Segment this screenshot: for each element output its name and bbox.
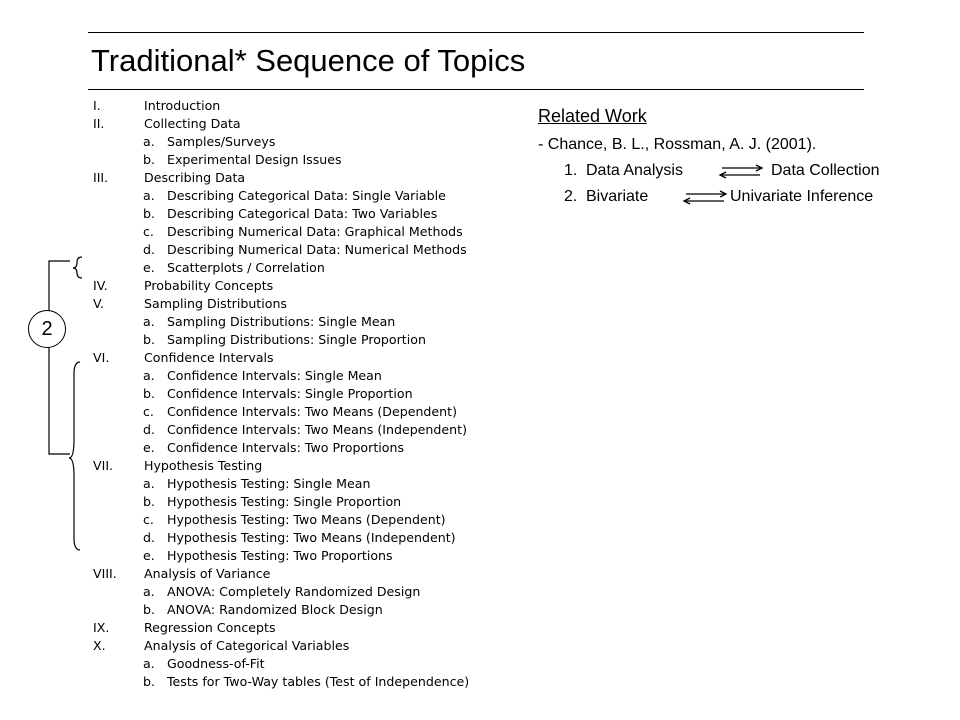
outline-text: Analysis of Categorical Variables — [144, 638, 350, 653]
outline-text: Describing Data — [144, 170, 246, 185]
outline-number: b. — [143, 602, 155, 617]
group-number-badge: 2 — [28, 310, 66, 348]
small-curly-brace — [73, 257, 82, 278]
outline-number: e. — [143, 548, 155, 563]
outline-number: III. — [93, 170, 109, 185]
outline-number: a. — [143, 656, 155, 671]
related-item-2-right: Univariate Inference — [730, 188, 874, 205]
outline-text: Analysis of Variance — [144, 566, 271, 581]
outline-text: ANOVA: Completely Randomized Design — [167, 584, 421, 599]
outline-number: a. — [143, 368, 155, 383]
outline-text: Hypothesis Testing: Two Means (Dependent) — [167, 512, 446, 527]
outline-number: X. — [93, 638, 106, 653]
outline-number: II. — [93, 116, 105, 131]
outline-number: c. — [143, 404, 154, 419]
outline-number: VIII. — [93, 566, 117, 581]
outline-text: Sampling Distributions: Single Mean — [167, 314, 396, 329]
outline-number: c. — [143, 224, 154, 239]
outline-text: Goodness-of-Fit — [167, 656, 265, 671]
outline-number: VI. — [93, 350, 110, 365]
outline-number: d. — [143, 242, 155, 257]
related-item-1-left: Data Analysis — [586, 162, 683, 179]
outline-text: Hypothesis Testing: Two Means (Independent) — [167, 530, 456, 545]
outline-text: Scatterplots / Correlation — [167, 260, 325, 275]
outline-number: b. — [143, 386, 155, 401]
related-item-1 — [538, 158, 880, 184]
outline-text: Describing Numerical Data: Numerical Methods — [167, 242, 467, 257]
outline-number: a. — [143, 476, 155, 491]
double-arrow-icon — [682, 190, 728, 206]
slide-title: Traditional* Sequence of Topics — [91, 43, 526, 78]
title-underline-rule — [88, 89, 864, 90]
outline-text: Describing Categorical Data: Single Variable — [167, 188, 446, 203]
related-item-1-right: Data Collection — [771, 162, 880, 179]
outline-text: Regression Concepts — [144, 620, 276, 635]
outline-text: Hypothesis Testing — [144, 458, 263, 473]
outline-text: Tests for Two-Way tables (Test of Independence) — [167, 674, 470, 689]
outline-number: a. — [143, 188, 155, 203]
outline-number: IV. — [93, 278, 108, 293]
outline-text: ANOVA: Randomized Block Design — [167, 602, 383, 617]
square-bracket-line — [49, 261, 70, 454]
outline-number: V. — [93, 296, 104, 311]
outline-text: Confidence Intervals — [144, 350, 274, 365]
related-item-2-number: 2. — [564, 188, 578, 205]
outline-text: Sampling Distributions — [144, 296, 287, 311]
outline-text: Introduction — [144, 98, 221, 113]
large-curly-brace — [69, 362, 80, 550]
outline-text: Probability Concepts — [144, 278, 274, 293]
outline-text: Hypothesis Testing: Single Proportion — [167, 494, 402, 509]
outline-number: e. — [143, 260, 155, 275]
outline-text: Collecting Data — [144, 116, 241, 131]
related-item-2-left: Bivariate — [586, 188, 649, 205]
outline-number: IX. — [93, 620, 110, 635]
outline-number: b. — [143, 152, 155, 167]
outline-number: a. — [143, 584, 155, 599]
outline-number: I. — [93, 98, 101, 113]
related-work-panel — [538, 104, 880, 210]
outline-number: d. — [143, 422, 155, 437]
grouping-bracket — [40, 250, 90, 555]
outline-number: c. — [143, 512, 154, 527]
outline-text: Describing Numerical Data: Graphical Methods — [167, 224, 463, 239]
citation-line — [538, 132, 817, 158]
outline-text: Samples/Surveys — [167, 134, 276, 149]
double-arrow-icon — [718, 164, 764, 180]
related-item-2 — [538, 184, 874, 210]
outline-text: Confidence Intervals: Two Proportions — [167, 440, 405, 455]
top-rule — [88, 32, 864, 33]
outline-number: e. — [143, 440, 155, 455]
outline-number: d. — [143, 530, 155, 545]
outline-number: a. — [143, 314, 155, 329]
outline-text: Hypothesis Testing: Two Proportions — [167, 548, 393, 563]
outline-text: Confidence Intervals: Single Mean — [167, 368, 382, 383]
citation-text: - Chance, B. L., Rossman, A. J. (2001). — [538, 136, 817, 153]
outline-number: b. — [143, 674, 155, 689]
outline-text: Hypothesis Testing: Single Mean — [167, 476, 371, 491]
outline-number: a. — [143, 134, 155, 149]
outline-text: Confidence Intervals: Two Means (Independent) — [167, 422, 467, 437]
outline-text: Confidence Intervals: Single Proportion — [167, 386, 413, 401]
outline-text: Experimental Design Issues — [167, 152, 342, 167]
outline-number: VII. — [93, 458, 114, 473]
outline-number: b. — [143, 494, 155, 509]
outline-text: Confidence Intervals: Two Means (Dependent) — [167, 404, 457, 419]
outline-text: Sampling Distributions: Single Proportion — [167, 332, 426, 347]
related-work-heading: Related Work — [538, 106, 647, 126]
related-item-1-number: 1. — [564, 162, 578, 179]
outline-text: Describing Categorical Data: Two Variables — [167, 206, 438, 221]
outline-number: b. — [143, 332, 155, 347]
outline-number: b. — [143, 206, 155, 221]
